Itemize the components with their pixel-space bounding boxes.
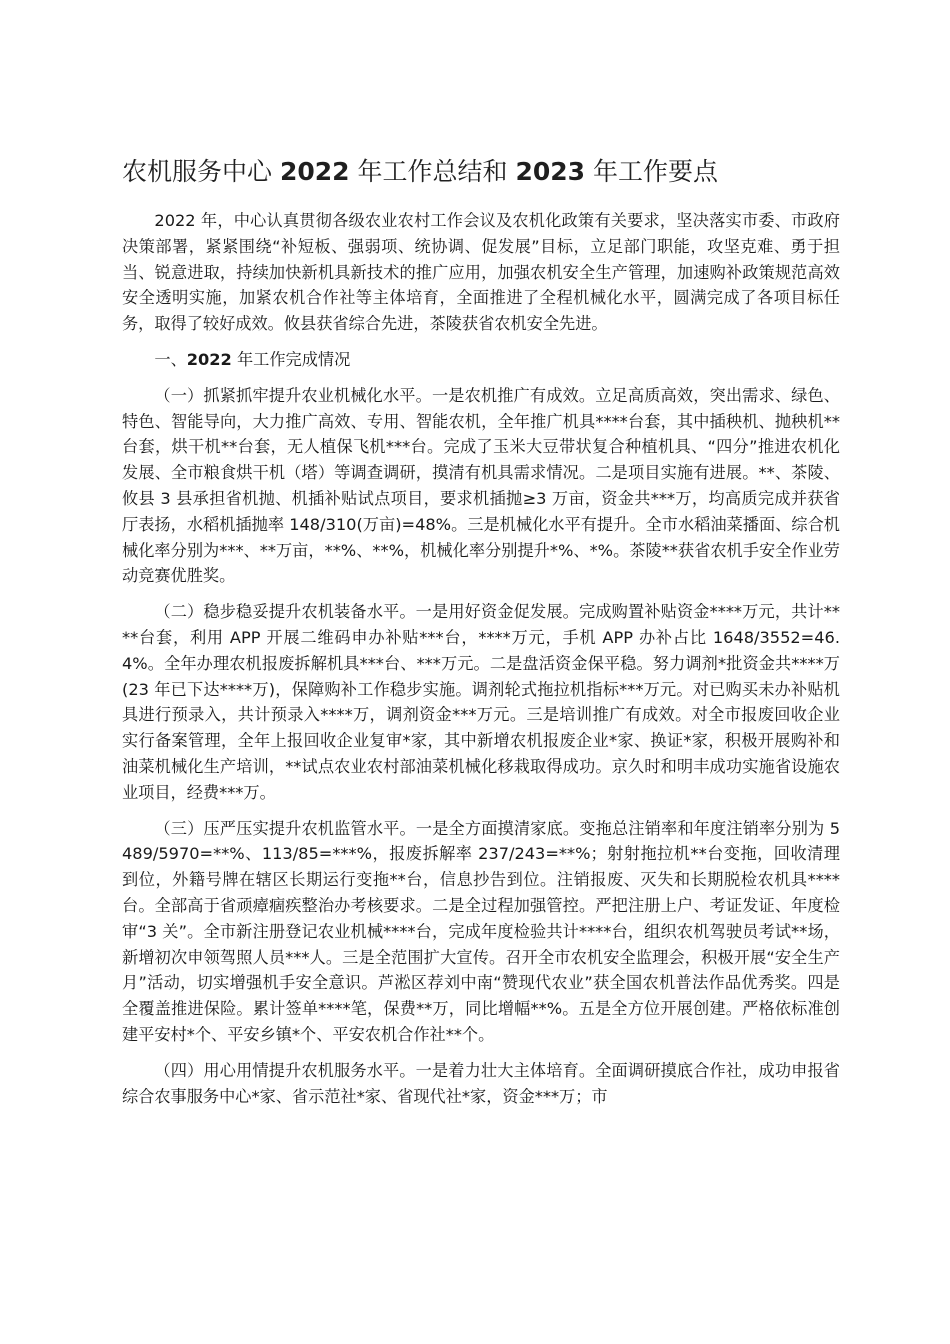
title-text-1: 农机服务中心 — [122, 157, 280, 186]
section-1-heading — [122, 347, 840, 373]
title-year-2023: 2023 — [515, 157, 586, 186]
title-text-3: 年工作要点 — [585, 157, 718, 186]
title-text-2: 年工作总结和 — [349, 157, 516, 186]
intro-paragraph: 2022 年，中心认真贯彻各级农业农村工作会议及农机化政策有关要求，坚决落实市委、市政府决策部署，紧紧围绕“补短板、强弱项、统协调、促发展”目标，立足部门职能，攻坚克难、勇于担当、锐意进取，持续加快新机具新技术的推广应用，加强农机安全生产管理，加速购补政策规范高效安全透明实施，加紧农机合作社等主体培育，全面推进了全程机械化水平，圆满完成了各项目标任务，取得了较好成效。攸县获省综合先进，茶陵获省农机安全先进。 — [122, 211, 840, 334]
paragraph-service: （四）用心用情提升农机服务水平。一是着力壮大主体培育。全面调研摸底合作社，成功申报省综合农事服务中心*家、省示范社*家、省现代社*家，资金***万；市 — [122, 1060, 840, 1106]
title-year-2022: 2022 — [279, 157, 350, 186]
document-page — [122, 150, 840, 1119]
section-1-prefix: 一、 — [154, 349, 187, 369]
document-title — [122, 150, 840, 194]
section-1-suffix: 年工作完成情况 — [231, 349, 351, 369]
paragraph-equipment: （二）稳步稳妥提升农机装备水平。一是用好资金促发展。完成购置补贴资金****万元，共计****台套，利用 APP 开展二维码申办补贴***台，****万元，手机 APP 办补占比 1648/3552=46.4%。全年办理农机报废拆解机具***台、***万元。二是盘活资金保平稳。努力调剂*批资金共****万(23 年已下达****万)，保障购补工作稳步实施。调剂轮式拖拉机指标***万元。对已购买未办补贴机具进行预录入，共计预录入****万，调剂资金***万元。三是培训推广有成效。对全市报废回收企业实行备案管理，全年上报回收企业复审*家，其中新增农机报废企业*家、换证*家，积极开展购补和油菜机械化生产培训，**试点农业农村部油菜机械化移栽取得成功。京久时和明丰成功实施省设施农业项目，经费***万。 — [122, 602, 840, 802]
section-1-year: 2022 — [186, 349, 232, 369]
paragraph-supervision: （三）压严压实提升农机监管水平。一是全方面摸清家底。变拖总注销率和年度注销率分别为 5489/5970=**%、113/85=***%，报废拆解率 237/243=**%；射射拖拉机**台变拖，回收清理到位，外籍号牌在辖区长期运行变拖**台，信息抄告到位。注销报废、灭失和长期脱检农机具****台。全部高于省顽瘴痼疾整治办考核要求。二是全过程加强管控。严把注册上户、考证发证、年度检审“3 关”。全市新注册登记农业机械****台，完成年度检验共计****台，组织农机驾驶员考试**场，新增初次申领驾照人员***人。三是全范围扩大宣传。召开全市农机安全监理会，积极开展“安全生产月”活动，切实增强机手安全意识。芦淞区荐刘中南“赞现代农业”获全国农机普法作品优秀奖。四是全覆盖推进保险。累计签单****笔，保费**万，同比增幅**%。五是全方位开展创建。严格依标准创建平安村*个、平安乡镇*个、平安农机合作社**个。 — [122, 818, 840, 1044]
paragraph-mechanization: （一）抓紧抓牢提升农业机械化水平。一是农机推广有成效。立足高质高效，突出需求、绿色、特色、智能导向，大力推广高效、专用、智能农机，全年推广机具****台套，其中插秧机、抛秧机**台套，烘干机**台套，无人植保飞机***台。完成了玉米大豆带状复合种植机具、“四分”推进农机化发展、全市粮食烘干机（塔）等调查调研，摸清有机具需求情况。二是项目实施有进展。**、茶陵、攸县 3 县承担省机抛、机插补贴试点项目，要求机插抛≥3 万亩，资金共***万，均高质完成并获省厅表扬，水稻机插抛率 148/310(万亩)=48%。三是机械化水平有提升。全市水稻油菜播面、综合机械化率分别为***、**万亩，**%、**%，机械化率分别提升*%、*%。茶陵**获省农机手安全作业劳动竞赛优胜奖。 — [122, 385, 840, 586]
